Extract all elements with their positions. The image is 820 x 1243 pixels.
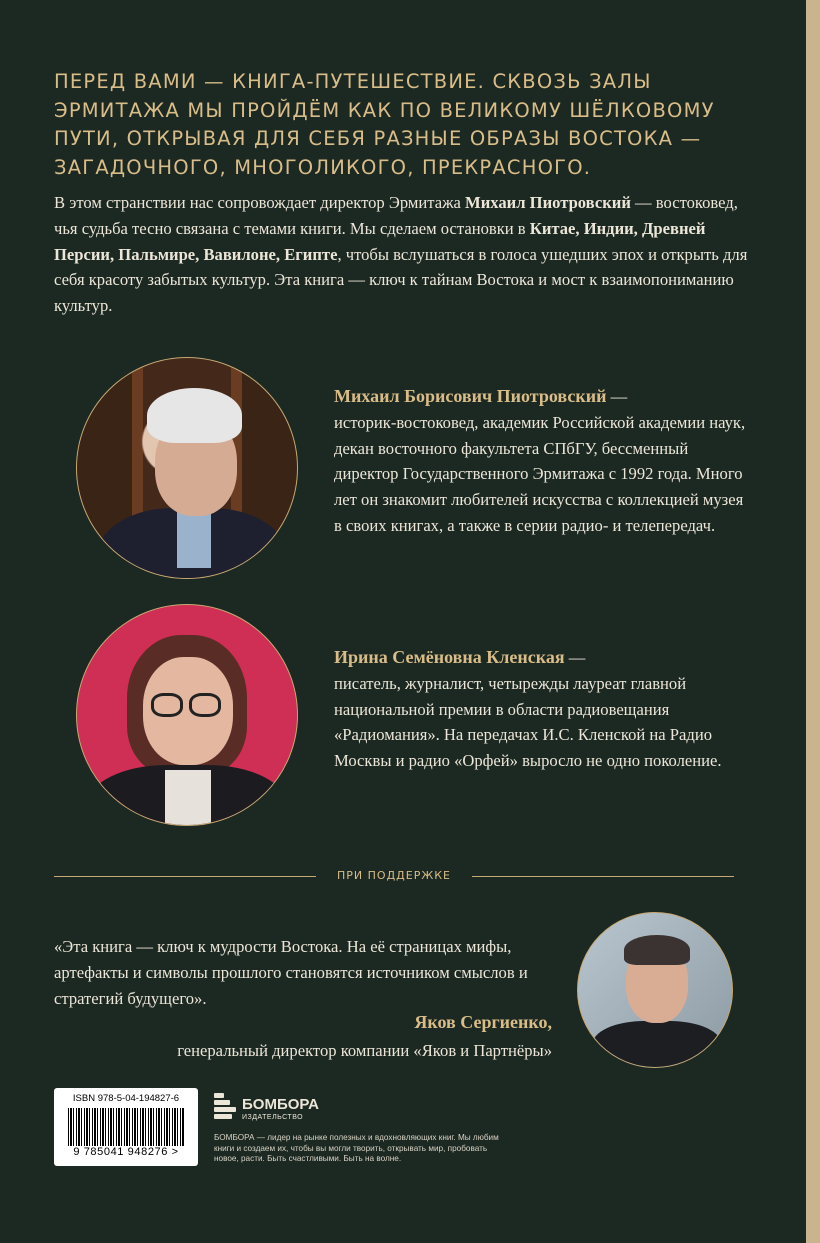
description-text: , чтобы вслушаться в голоса ушедших эпох и открыть для себя красоту забытых культур. Эта книга — ключ к тайнам Востока и мост к взаимопониманию культур. [54, 244, 748, 316]
description-text: В этом странствии нас сопровождает директор Эрмитажа [54, 193, 466, 212]
description-text: — востоковед, чья судьба тесно связана с темами книги. Мы сделаем остановки в [54, 193, 738, 238]
publisher-logo [214, 1092, 334, 1124]
publisher-description: БОМБОРА — лидер на рынке полезных и вдохновляющих книг. Мы любим книги и создаем их, чтобы вы могли творить, открывать мир, пробовать новое, расти. Быть счастливыми. Быть на волне. [214, 1133, 499, 1164]
author-portrait-klenskaya [76, 604, 298, 826]
bombora-wave-icon [214, 1093, 236, 1121]
isbn-barcode [54, 1088, 198, 1166]
author-portrait-piotrovsky [76, 357, 298, 579]
author-bio-klenskaya [334, 645, 754, 774]
endorser-portrait [577, 912, 733, 1068]
description-bold: Китае, Индии, Древней Персии, Пальмире, Вавилоне, Египте [54, 218, 706, 264]
publisher-logo-text: БОМБОРА [242, 1096, 319, 1113]
book-spine-edge [806, 0, 820, 1243]
barcode-digits: 9 785041 948276 > [73, 1146, 179, 1158]
description-bold: Михаил Пиотровский [465, 193, 631, 212]
support-label: ПРИ ПОДДЕРЖКЕ [337, 869, 451, 882]
author-dash: — [564, 648, 586, 667]
author-bio-piotrovsky [334, 384, 754, 539]
author-name: Михаил Борисович Пиотровский [334, 386, 607, 406]
publisher-logo-subtext: ИЗДАТЕЛЬСТВО [242, 1114, 304, 1121]
endorsement-quote: «Эта книга — ключ к мудрости Востока. На её страницах мифы, артефакты и символы прошлого становятся источником смыслов и стратегий будущего». [54, 937, 528, 1008]
endorser-name: Яков Сергиенко, [414, 1012, 552, 1032]
isbn-number: ISBN 978-5-04-194827-6 [72, 1093, 180, 1104]
endorser-role: генеральный директор компании «Яков и Партнёры» [177, 1041, 552, 1060]
support-divider [54, 866, 734, 886]
author-bio-text: писатель, журналист, четырежды лауреат главной национальной премии в области радиовещания «Радиомания». На передачах И.С. Кленской на Радио Москвы и радио «Орфей» выросло не одно поколение. [334, 673, 722, 771]
author-dash: — [606, 387, 628, 406]
author-bio-text: историк-востоковед, академик Российской академии наук, декан восточного факультета СПбГУ, бессменный директор Государственного Эрмитажа с 1992 года. Много лет он знакомит любителей искусства с коллекцией музея в своих книгах, а также в серии радио- и телепередач. [334, 412, 746, 535]
author-name: Ирина Семёновна Кленская [334, 647, 565, 667]
intro-heading: ПЕРЕД ВАМИ — КНИГА-ПУТЕШЕСТВИЕ. СКВОЗЬ ЗАЛЫ ЭРМИТАЖА МЫ ПРОЙДЁМ КАК ПО ВЕЛИКОМУ ШЁЛКОВОМУ ПУТИ, ОТКРЫВАЯ ДЛЯ СЕБЯ РАЗНЫЕ ОБРАЗЫ ВОСТОКА — ЗАГАДОЧНОГО, МНОГОЛИКОГО, ПРЕКРАСНОГО. [54, 70, 715, 179]
barcode-bars [68, 1108, 184, 1146]
book-description [54, 190, 754, 319]
